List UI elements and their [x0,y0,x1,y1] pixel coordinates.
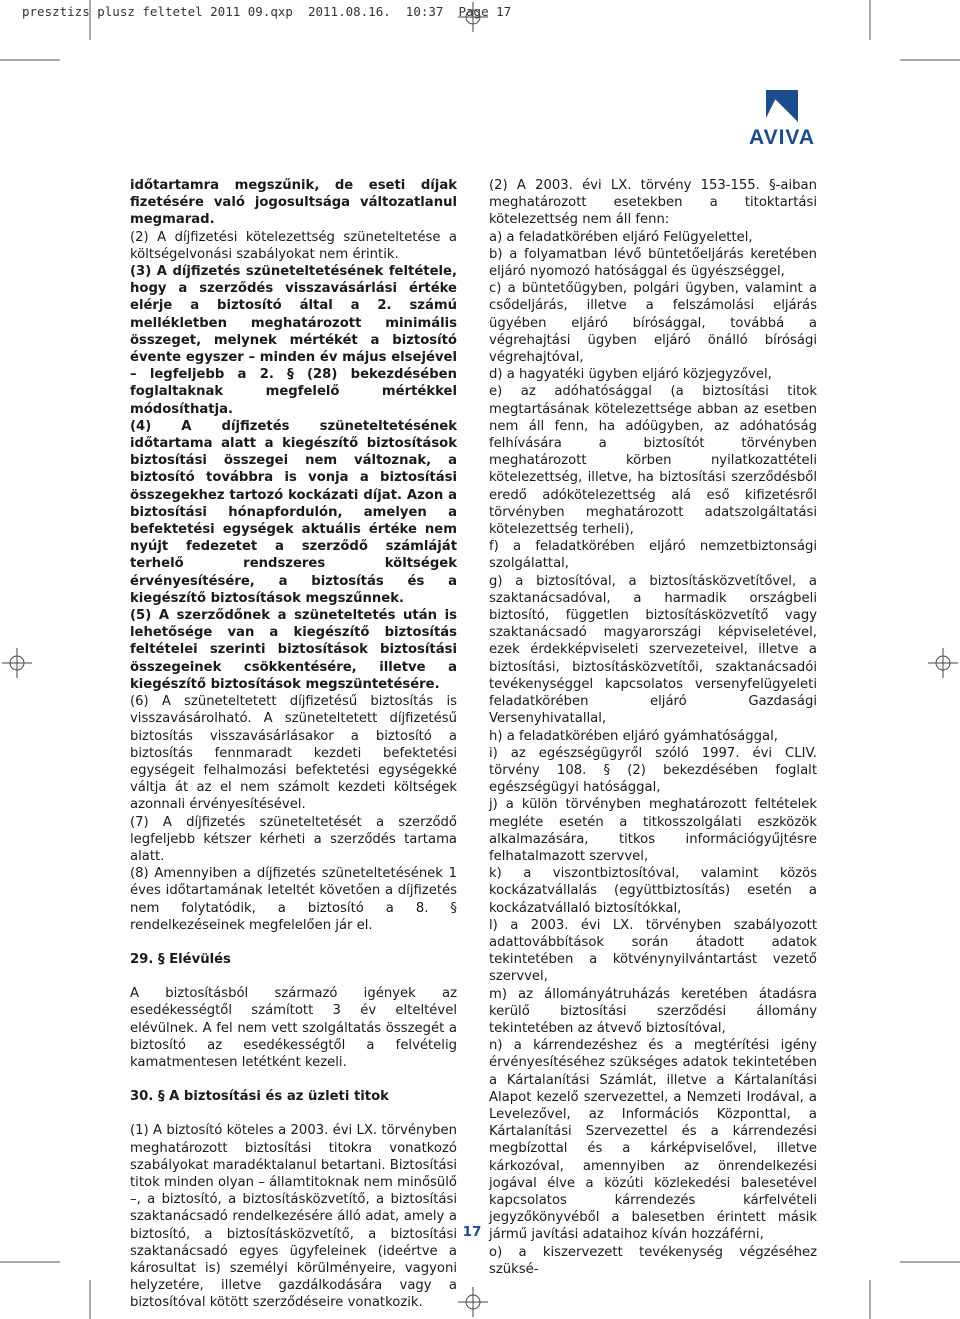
paragraph: l) a 2003. évi LX. törvényben szabályozott adattovábbítások során átadott adatok tekintetében a kötvénynyilvántartást vezető szervvel, [489,917,817,985]
paragraph: o) a kiszervezett tevékenység végzéséhez szüksé- [489,1244,817,1277]
paragraph: e) az adóhatósággal (a biztosítási titok megtartásának kötelezettsége abban az esetben nem áll fenn, ha adóügyben, az adóhatóság felhívására a biztosítót törvényben meghatározott körben nyilatkozattételi kötelezettség, illetve, ha biztosítási szerződésből eredő adókötelezettség alá eső kifizetésről törvényben meghatározott adatszolgáltatási kötelezettség terheli), [489,384,817,538]
page-number: 17 [462,1224,482,1240]
paragraph: f) a feladatkörében eljáró nemzetbiztonsági szolgálattal, [489,539,817,572]
aviva-logo-mark-icon [764,88,800,124]
paragraph: b) a folyamatban lévő büntetőeljárás keretében eljáró nyomozó hatósággal és ügyészséggel, [489,246,817,280]
paragraph: (6) A szüneteltetett díjfizetésű biztosítás is visszavásárolható. A szüneteltetett díjfizetésű biztosítás visszavásárlásakor a biztosító a biztosítás fennmaradt kezdeti befektetési egységeit felhalmozási befektetési egységekké váltja át az el nem számolt kezdeti költségek azonnali érvényesítésével. [130,694,457,813]
paragraph: (2) A 2003. évi LX. törvény 153-155. §-aiban meghatározott esetekben a titoktartási kötelezettség nem áll fenn: [489,178,817,228]
section-heading: 29. § Elévülés [130,951,231,967]
paragraph: A biztosításból származó igények az esedékességtől számított 3 év elteltével elévülnek. A fel nem vett szolgáltatás összegét a biztosító az esedékességtől a felvételig kamatmentesen letétként kezeli. [130,986,457,1070]
paragraph: m) az állományátruházás keretében átadásra kerülő biztosítási szerződési állomány tekintetében az átvevő biztosítóval, [489,986,817,1036]
paragraph: (1) A biztosító köteles a 2003. évi LX. törvényben meghatározott biztosítási titokra vonatkozó szabályokat maradéktalanul betartani. Biztosítási titok minden olyan – államtitoknak nem minősülő –, a biztosító, a biztosításközvetítő, a biztosítási szaktanácsadó rendelkezésére álló adat, amely a biztosító, a biztosításközvetítő, a biztosítási szaktanácsadó egyes ügyfeleinek (ideértve a károsultat is) személyi körülményeire, vagyoni helyzetére, illetve gazdálkodására vagy a biztosítóval kötött szerződéseire vonatkozik. [130,1123,457,1311]
aviva-logo-word: AVIVA [748,126,816,149]
paragraph: k) a viszontbiztosítóval, valamint közös kockázatvállalás (együttbiztosítás) esetén a kockázatvállaló biztosítókkal, [489,866,817,916]
paragraph: d) a hagyatéki ügyben eljáró közjegyzővel, [489,367,772,383]
paragraph: (5) A szerződőnek a szüneteltetés után is lehetősége van a kiegészítő biztosítás feltételei szerinti biztosítások biztosítási összegeinek csökkentésére, illetve a kiegészítő biztosítások megszüntetésére. [130,608,457,692]
paragraph: i) az egészségügyről szóló 1997. évi CLIV. törvény 108. § (2) bekezdésében foglalt egészségügyi hatósággal, [489,745,817,796]
paragraph: h) a feladatkörében eljáró gyámhatósággal, [489,728,778,744]
aviva-logo [736,88,828,148]
left-column [130,177,457,1312]
paragraph: (8) Amennyiben a díjfizetés szüneteltetésének 1 éves időtartamának leteltét követően a díjfizetés nem folytatódik, a biztosító a 8. § rendelkezéseinek megfelelően jár el. [130,866,457,933]
paragraph: (7) A díjfizetés szüneteltetését a szerződő legfeljebb kétszer kérheti a szerződés tartama alatt. [130,814,457,864]
paragraph: j) a külön törvényben meghatározott feltételek megléte esetén a titkosszolgálati eszközök alkalmazására, titkos információgyűjtésre felhatalmazott szervvel, [489,797,817,864]
paragraph: (4) A díjfizetés szüneteltetésének időtartama alatt a kiegészítő biztosítások biztosítási összegei nem változnak, a biztosító továbbra is vonja a biztosítási összegekhez tartozó kockázati díjat. Azon a biztosítási hónapfordulón, amelyen a befektetési egységek aktuális értéke nem nyújt fedezetet a szerződő számláját terhelő rendszeres költségek érvényesítésére, a biztosítás és a kiegészítő biztosítások megszűnnek. [130,418,457,606]
paragraph: n) a kárrendezéshez és a megtérítési igény érvényesítéséhez szükséges adatok tekintetében a Kártalanítási Számlát, illetve a Kártalanítási Alapot kezelő szervezettel, a Nemzeti Irodával, a Levelezővel, az Információs Központtal, a Kártalanítási Szervezettel és a kárrendezési megbízottal és a kárképviselővel, illetve kárkozóval, amennyiben az önrendelkezési jogával élve a közúti közlekedési balesetével kapcsolatos kárrendezés kárfelvételi jegyzőkönyvéből a balesetben érintett másik jármű javítási adataihoz kíván hozzáférni, [489,1038,817,1243]
paragraph: g) a biztosítóval, a biztosításközvetítővel, a szaktanácsadóval, a harmadik országbeli biztosító, független biztosításközvetítő vagy szaktanácsadó magyarországi képviseletével, ezek érdekképviseleti szervezeteivel, illetve a biztosítási, biztosításközvetítői, szaktanácsadói tevékenységgel kapcsolatos versenyfelügyeleti feladatkörében eljáró Gazdasági Versenyhivatallal, [489,573,817,727]
paragraph: időtartamra megszűnik, de eseti díjak fizetésére való jogosultsága változatlanul megmarad. [130,178,457,228]
printer-slug: presztizs plusz feltetel 2011 09.qxp 2011.08.16. 10:37 Page 17 [22,4,512,19]
paragraph: (3) A díjfizetés szüneteltetésének feltétele, hogy a szerződés visszavásárlási értéke elérje a biztosító által a 2. számú mellékletben meghatározott minimális összeget, melynek mértékét a biztosító évente egyszer – minden év május elsejével – legfeljebb a 2. § (28) bekezdésében foglaltaknak megfelelő mértékkel módosíthatja. [130,264,457,417]
paragraph: c) a büntetőügyben, polgári ügyben, valamint a csődeljárás, illetve a felszámolási eljárás ügyében eljáró bírósággal, továbbá a végrehajtási ügyben eljáró önálló bírósági végrehajtóval, [489,281,817,366]
paragraph: (2) A díjfizetési kötelezettség szüneteltetése a költségelvonási szabályokat nem érintik. [130,229,457,262]
right-column [489,177,817,1278]
paragraph: a) a feladatkörében eljáró Felügyelettel, [489,229,753,245]
section-heading: 30. § A biztosítási és az üzleti titok [130,1089,389,1105]
